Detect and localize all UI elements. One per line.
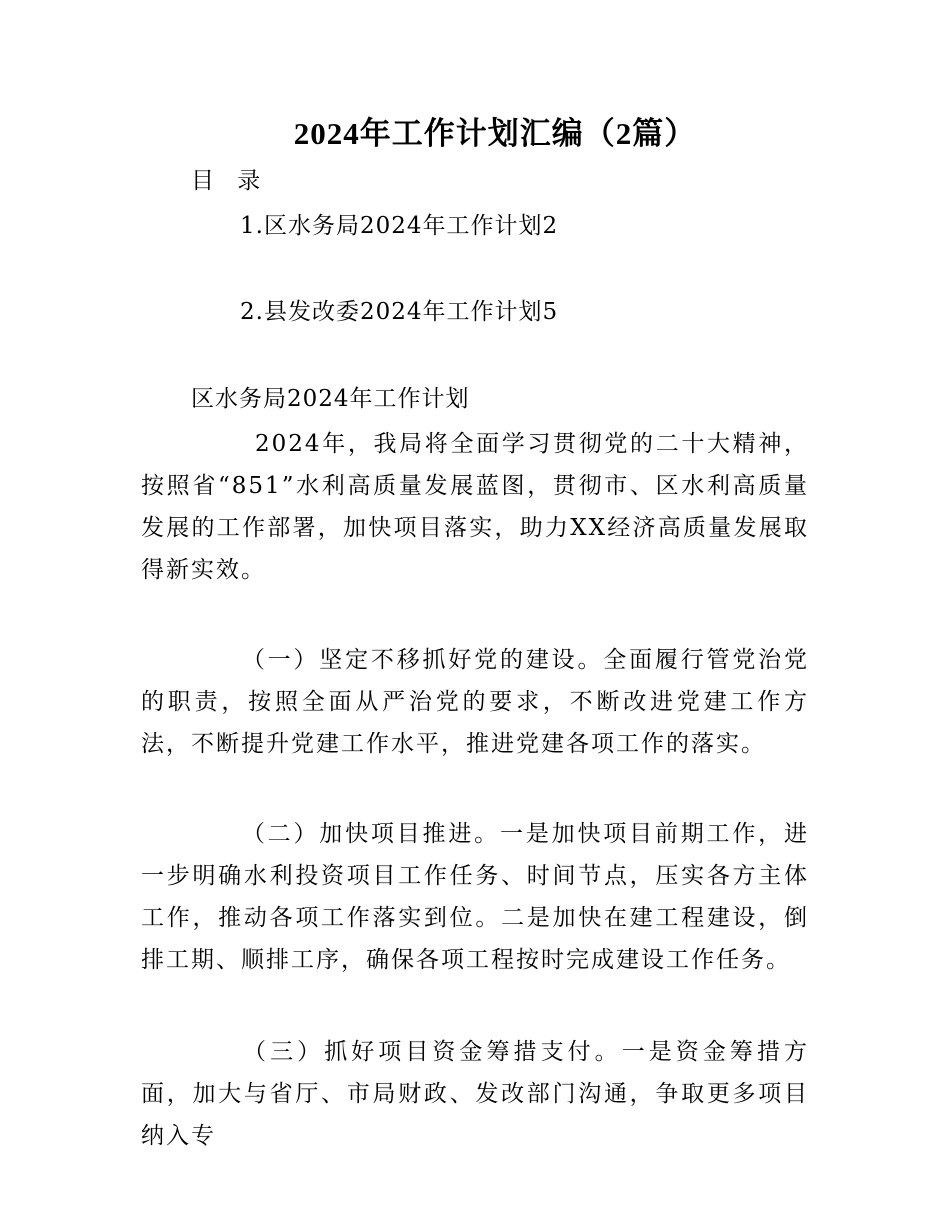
body-paragraph xyxy=(141,423,809,591)
body-paragraph xyxy=(141,1031,809,1157)
paragraph-text: （二）加快项目推进。一是加快项目前期工作，进一步明确水利投资项目工作任务、时间节点，压实各方主体工作，推动各项工作落实到位。二是加快在建工程建设，倒排工期、顺排工序，确保各项工程按时完成建设工作任务。 xyxy=(141,821,809,973)
section-title: 区水务局2024年工作计划 xyxy=(191,386,470,412)
paragraph-text: （一）坚定不移抓好党的建设。全面履行管党治党的职责，按照全面从严治党的要求，不断改进党建工作方法，不断提升党建工作水平，推进党建各项工作的落实。 xyxy=(141,647,809,757)
paragraph-text: （三）抓好项目资金筹措支付。一是资金筹措方面，加大与省厅、市局财政、发改部门沟通，争取更多项目纳入专 xyxy=(141,1039,809,1149)
document-title: 2024年工作计划汇编（2篇） xyxy=(293,116,697,151)
body-paragraph xyxy=(141,639,809,765)
toc-item: 1.区水务局2024年工作计划2 xyxy=(240,213,559,239)
body-paragraph xyxy=(141,813,809,981)
toc-heading: 目 录 xyxy=(191,168,269,194)
paragraph-text: 2024年，我局将全面学习贯彻党的二十大精神，按照省“851”水利高质量发展蓝图，贯彻市、区水利高质量发展的工作部署，加快项目落实，助力XX经济高质量发展取得新实效。 xyxy=(141,431,809,583)
toc-item: 2.县发改委2024年工作计划5 xyxy=(240,299,559,325)
